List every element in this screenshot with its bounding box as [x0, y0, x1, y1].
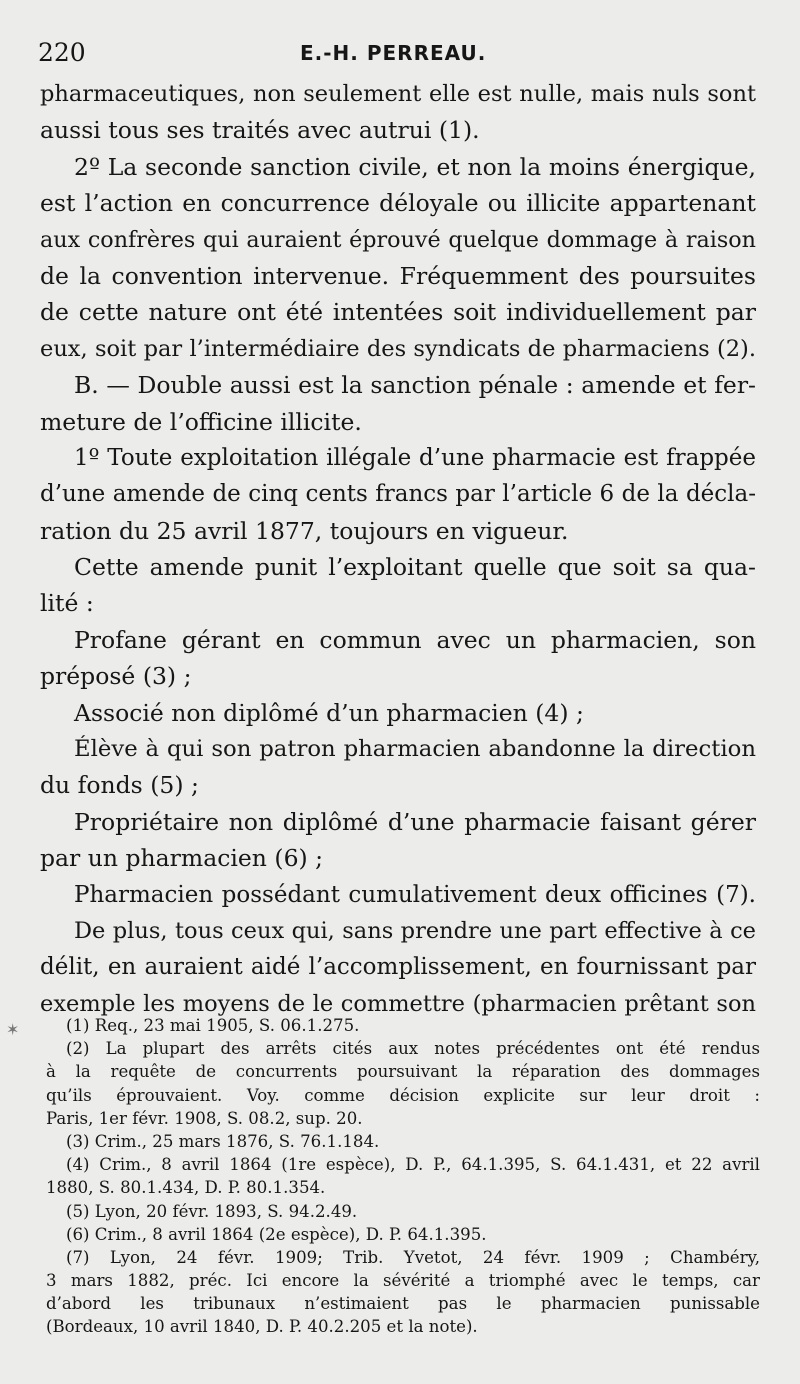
body-line: par un pharmacien (6) ;	[40, 844, 324, 873]
running-head: E.-H. PERREAU.	[300, 41, 487, 65]
body-line: eux, soit par l’intermédiaire des syndicats de pharmaciens (2).	[40, 335, 756, 362]
footnote-line: 1880, S. 80.1.434, D. P. 80.1.354.	[46, 1178, 326, 1198]
page-number: 220	[38, 38, 86, 67]
margin-mark: ✶	[6, 1020, 20, 1039]
footnote-line: (3) Crim., 25 mars 1876, S. 76.1.184.	[66, 1131, 380, 1151]
footnote-line: d’abord les tribunaux n’estimaient pas le pharmacien punissable	[46, 1294, 760, 1314]
body-line: préposé (3) ;	[40, 662, 192, 691]
body-line: délit, en auraient aidé l’accomplissement, en fournissant par	[40, 954, 756, 981]
footnotes	[46, 1014, 760, 1339]
footnote-line: (6) Crim., 8 avril 1864 (2e espèce), D. P. 64.1.395.	[66, 1224, 487, 1244]
body-line: meture de l’officine illicite.	[40, 407, 362, 436]
footnote-line: (Bordeaux, 10 avril 1840, D. P. 40.2.205 et la note).	[46, 1317, 478, 1337]
page-header	[38, 34, 758, 70]
body-line: de cette nature ont été intentées soit individuellement par	[40, 298, 756, 327]
body-line: Pharmacien possédant cumulativement deux officines (7).	[74, 881, 756, 908]
body-line: Associé non diplômé d’un pharmacien (4) ;	[74, 698, 584, 727]
body-line: Profane gérant en commun avec un pharmacien, son	[74, 625, 756, 654]
body-line: B. — Double aussi est la sanction pénale : amende et fer-	[74, 371, 756, 400]
footnote-line: Paris, 1er févr. 1908, S. 08.2, sup. 20.	[46, 1108, 363, 1128]
footnote-line: qu’ils éprouvaient. Voy. comme décision explicite sur leur droit :	[46, 1085, 760, 1105]
body-line: exemple les moyens de le commettre (pharmacien prêtant son	[40, 990, 756, 1017]
body-line: ration du 25 avril 1877, toujours en vigueur.	[40, 516, 569, 545]
footnote-line: (2) La plupart des arrêts cités aux notes précédentes ont été rendus	[66, 1039, 760, 1059]
body-line: lité :	[40, 589, 94, 618]
body-line: Élève à qui son patron pharmacien abandonne la direction	[74, 736, 756, 763]
body-line: Propriétaire non diplômé d’une pharmacie faisant gérer	[74, 807, 756, 836]
footnote-line: (4) Crim., 8 avril 1864 (1re espèce), D. P., 64.1.395, S. 64.1.431, et 22 avril	[66, 1155, 760, 1175]
body-line: 1º Toute exploitation illégale d’une pharmacie est frappée	[74, 444, 756, 471]
body-line: de la convention intervenue. Fréquemment des poursuites	[40, 261, 756, 290]
footnote-line: (1) Req., 23 mai 1905, S. 06.1.275.	[66, 1016, 360, 1035]
body-line: d’une amende de cinq cents francs par l’article 6 de la décla-	[40, 481, 756, 508]
footnote-line: (5) Lyon, 20 févr. 1893, S. 94.2.49.	[66, 1201, 358, 1221]
body-line: 2º La seconde sanction civile, et non la moins énergique,	[74, 152, 756, 181]
body-line: est l’action en concurrence déloyale ou illicite appartenant	[40, 189, 756, 218]
body-line: De plus, tous ceux qui, sans prendre une part effective à ce	[74, 917, 756, 944]
footnote-line: 3 mars 1882, préc. Ici encore la sévérité a triomphé avec le temps, car	[46, 1271, 760, 1291]
footnote-line: à la requête de concurrents poursuivant la réparation des dommages	[46, 1062, 760, 1082]
footnote-line: (7) Lyon, 24 févr. 1909; Trib. Yvetot, 24 févr. 1909 ; Chambéry,	[66, 1247, 760, 1267]
body-line: aux confrères qui auraient éprouvé quelque dommage à raison	[40, 226, 756, 253]
body-text	[40, 76, 756, 1022]
body-line: du fonds (5) ;	[40, 771, 199, 800]
body-line: aussi tous ses traités avec autrui (1).	[40, 116, 480, 145]
body-line: Cette amende punit l’exploitant quelle que soit sa qua-	[74, 553, 756, 582]
body-line: pharmaceutiques, non seulement elle est nulle, mais nuls sont	[40, 81, 756, 107]
